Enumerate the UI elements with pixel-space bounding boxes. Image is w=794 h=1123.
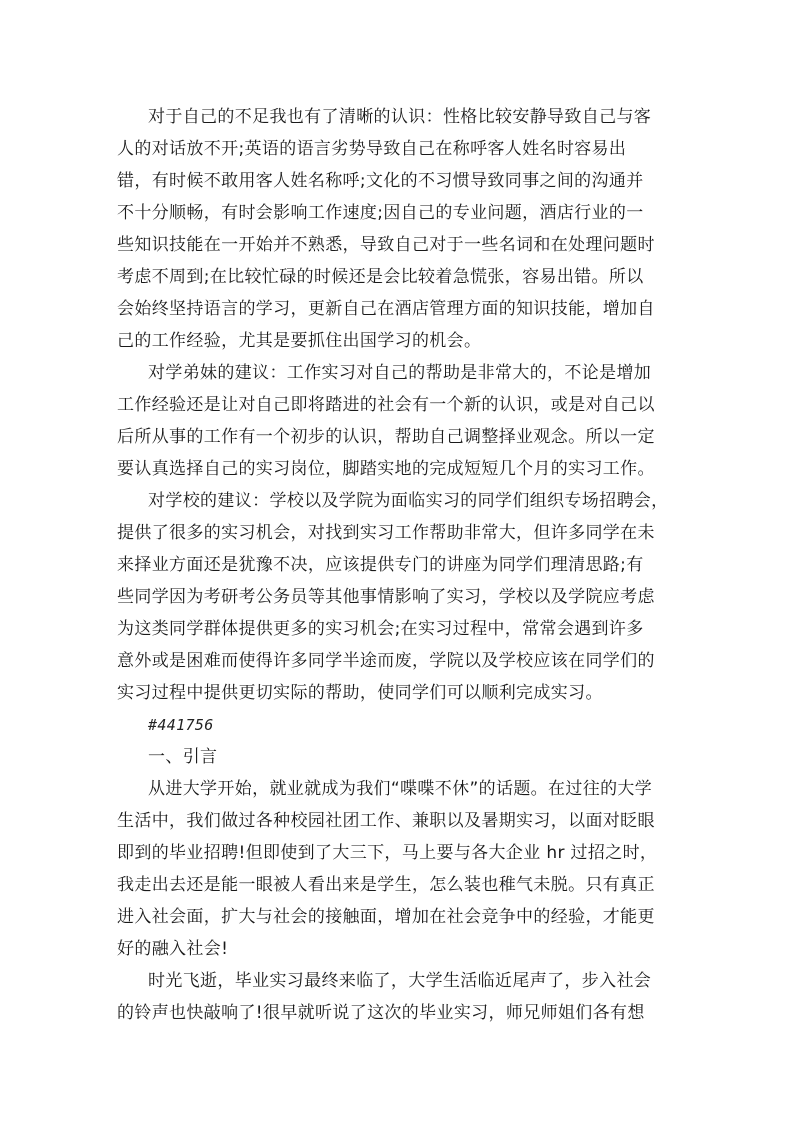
text-line: 好的融入社会!	[117, 939, 229, 959]
text-line: 我走出去还是能一眼被人看出来是学生，怎么装也稚气未脱。只有真正	[117, 875, 655, 895]
text-line: 的铃声也快敲响了!很早就听说了这次的毕业实习，师兄师姐们各有想	[117, 1003, 645, 1023]
text-line: 些知识技能在一开始并不熟悉，导致自己对于一些名词和在处理问题时	[117, 235, 655, 255]
text-line: 己的工作经验，尤其是要抓住出国学习的机会。	[117, 331, 482, 351]
text-line: 对于自己的不足我也有了清晰的认识：性格比较安静导致自己与客	[148, 107, 652, 127]
text-line: 进入社会面，扩大与社会的接触面，增加在社会竞争中的经验，才能更	[117, 907, 655, 927]
text-line: 工作经验还是让对自己即将踏进的社会有一个新的认识，或是对自己以	[117, 395, 655, 415]
document-id-tag: #441756	[148, 716, 214, 734]
section-heading: 一、引言	[148, 747, 218, 767]
text-line: 为这类同学群体提供更多的实习机会;在实习过程中，常常会遇到许多	[117, 619, 644, 639]
text-line: 生活中，我们做过各种校园社团工作、兼职以及暑期实习，以面对眨眼	[117, 811, 655, 831]
text-line: 对学校的建议：学校以及学院为面临实习的同学们组织专场招聘会，	[148, 491, 669, 511]
text-line: 人的对话放不开;英语的语言劣势导致自己在称呼客人姓名时容易出	[117, 139, 627, 159]
text-line: 即到的毕业招聘!但即使到了大三下，马上要与各大企业 hr 过招之时，	[117, 843, 658, 863]
text-line: 要认真选择自己的实习岗位，脚踏实地的完成短短几个月的实习工作。	[117, 459, 655, 479]
text-line: 考虑不周到;在比较忙碌的时候还是会比较着急慌张，容易出错。所以	[117, 267, 644, 287]
text-line: 来择业方面还是犹豫不决，应该提供专门的讲座为同学们理清思路;有	[117, 555, 644, 575]
text-line: 后所从事的工作有一个初步的认识，帮助自己调整择业观念。所以一定	[117, 427, 655, 447]
text-line: 会始终坚持语言的学习，更新自己在酒店管理方面的知识技能，增加自	[117, 299, 655, 319]
text-line: 实习过程中提供更切实际的帮助，使同学们可以顺利完成实习。	[117, 683, 603, 703]
text-line: 错，有时候不敢用客人姓名称呼;文化的不习惯导致同事之间的沟通并	[117, 171, 644, 191]
text-line: 意外或是困难而使得许多同学半途而废，学院以及学校应该在同学们的	[117, 651, 655, 671]
text-line: 提供了很多的实习机会，对找到实习工作帮助非常大，但许多同学在未	[117, 523, 655, 543]
text-line: 不十分顺畅，有时会影响工作速度;因自己的专业问题，酒店行业的一	[117, 203, 644, 223]
text-line: 对学弟妹的建议：工作实习对自己的帮助是非常大的，不论是增加	[148, 363, 652, 383]
text-line: 从进大学开始，就业就成为我们“喋喋不休”的话题。在过往的大学	[148, 779, 653, 799]
text-line: 时光飞逝，毕业实习最终来临了，大学生活临近尾声了，步入社会	[148, 971, 652, 991]
text-line: 些同学因为考研考公务员等其他事情影响了实习，学校以及学院应考虑	[117, 587, 655, 607]
